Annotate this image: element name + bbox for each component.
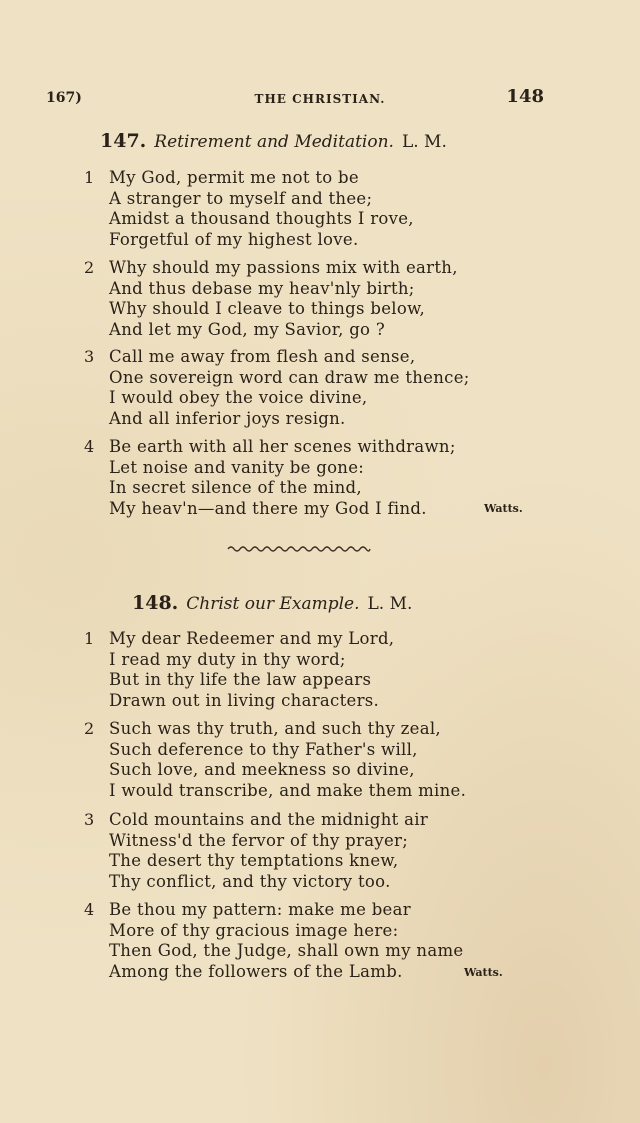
stanza-number: 4	[84, 900, 95, 919]
hymn-meter: L. M.	[401, 132, 447, 152]
page-number: 148	[506, 86, 544, 107]
verse-line: Thy conflict, and thy victory too.	[109, 871, 391, 891]
verse-line: Such love, and meekness so divine,	[109, 760, 415, 779]
verse-line: Why should I cleave to things below,	[109, 299, 426, 318]
verse-line: And all inferior joys resign.	[109, 408, 346, 428]
verse-line: The desert thy temptations knew,	[109, 851, 399, 870]
stanza-number: 1	[84, 629, 95, 648]
hymn-author: Watts.	[484, 502, 523, 515]
hymn-title: Christ our Example.	[186, 594, 360, 614]
verse-line: Forgetful of my highest love.	[109, 229, 359, 249]
verse-line: Let noise and vanity be gone:	[109, 457, 365, 477]
verse-line: My God, permit me not to be	[109, 168, 359, 187]
hymn-author: Watts.	[464, 966, 503, 979]
verse-line: And thus debase my heav'nly birth;	[109, 278, 415, 298]
verse-line: I read my duty in thy word;	[109, 649, 346, 669]
stanza-number: 3	[84, 810, 95, 829]
verse-line: One sovereign word can draw me thence;	[109, 367, 470, 387]
hymn-number: 147.	[100, 130, 147, 152]
stanza-number: 2	[84, 258, 95, 277]
verse-line: In secret silence of the mind,	[109, 478, 362, 497]
verse-line: Then God, the Judge, shall own my name	[109, 941, 464, 960]
verse-line: Amidst a thousand thoughts I rove,	[109, 209, 414, 228]
verse-line: Call me away from flesh and sense,	[109, 347, 416, 366]
header-title: THE CHRISTIAN.	[254, 92, 386, 106]
hymn-number: 148.	[132, 592, 179, 614]
hymn-147-heading	[100, 130, 447, 152]
verse-line: Why should my passions mix with earth,	[109, 258, 458, 277]
stanza-number: 3	[84, 347, 95, 366]
verse-line: I would obey the voice divine,	[109, 388, 368, 407]
verse-line: My dear Redeemer and my Lord,	[109, 629, 395, 648]
verse-line: My heav'n—and there my God I find.	[109, 498, 427, 518]
verse-line: Be earth with all her scenes withdrawn;	[109, 437, 456, 456]
verse-line: A stranger to myself and thee;	[109, 188, 373, 208]
verse-line: I would transcribe, and make them mine.	[109, 780, 467, 800]
header-page-ref: 167)	[46, 90, 82, 106]
verse-line: But in thy life the law appears	[109, 670, 372, 689]
running-header	[0, 86, 640, 116]
verse-line: Drawn out in living characters.	[109, 690, 380, 710]
verse-line: And let my God, my Savior, go ?	[109, 319, 385, 339]
verse-line: Among the followers of the Lamb.	[109, 961, 403, 981]
hymn-meter: L. M.	[367, 594, 413, 614]
hymn-title: Retirement and Meditation.	[154, 132, 394, 152]
verse-line: Such deference to thy Father's will,	[109, 739, 418, 759]
stanza-number: 4	[84, 437, 95, 456]
verse-line: Witness'd the fervor of thy prayer;	[109, 830, 409, 850]
verse-line: More of thy gracious image here:	[109, 920, 399, 940]
stanza-number: 1	[84, 168, 95, 187]
verse-line: Such was thy truth, and such thy zeal,	[109, 719, 441, 738]
ornamental-divider	[226, 544, 372, 554]
verse-line: Be thou my pattern: make me bear	[109, 900, 411, 919]
verse-line: Cold mountains and the midnight air	[109, 810, 429, 829]
hymn-148-heading	[132, 592, 412, 614]
stanza-number: 2	[84, 719, 95, 738]
